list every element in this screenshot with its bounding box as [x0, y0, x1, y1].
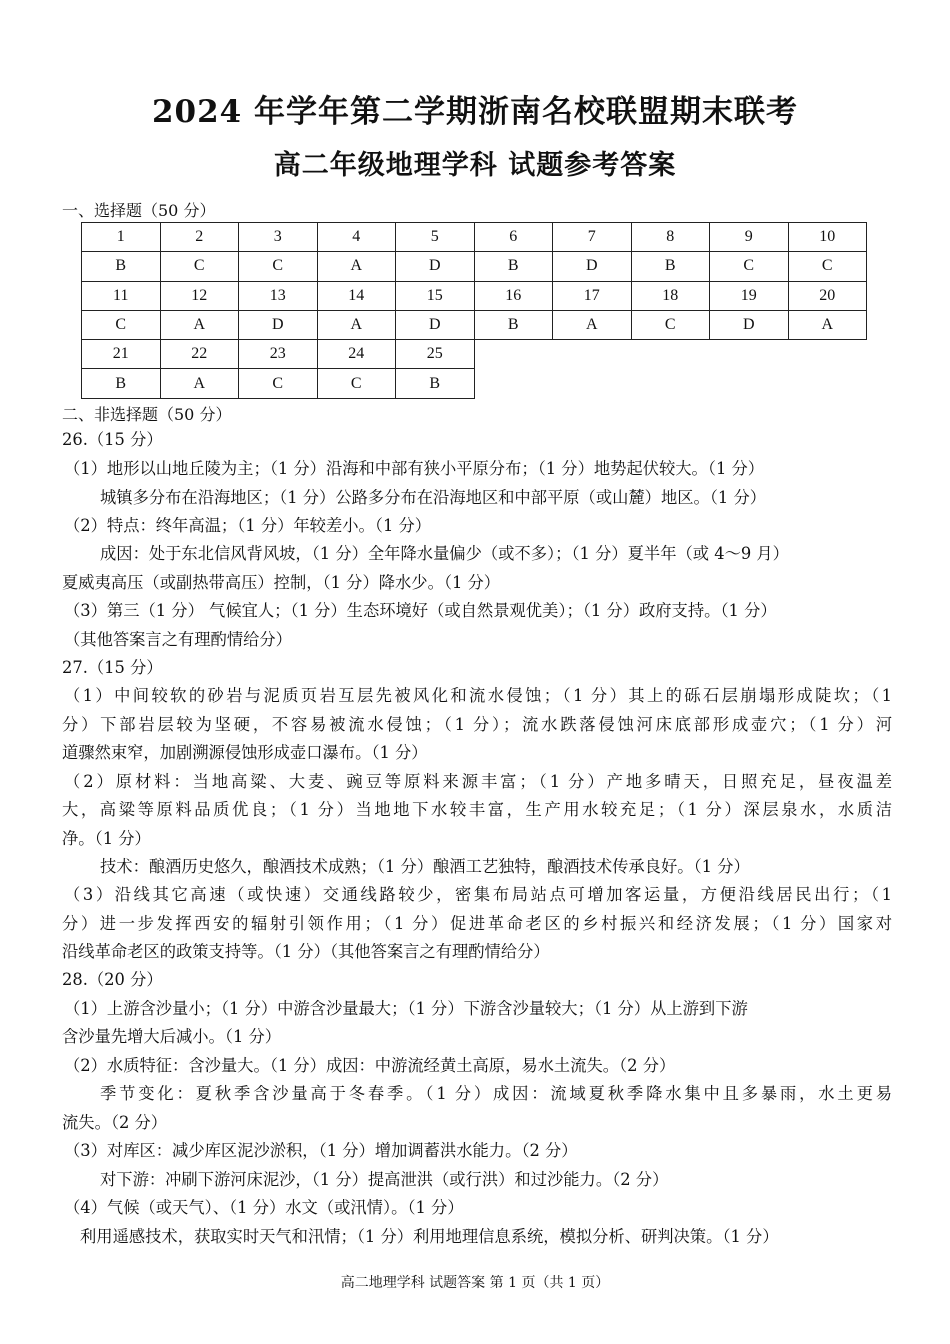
q26-line: （2）特点：终年高温；（1 分）年较差小。（1 分） [64, 516, 432, 535]
question-number-cell: 3 [239, 223, 318, 252]
q27-line: （3）沿线其它高速（或快速）交通线路较少，密集布局站点可增加客运量，方便沿线居民出行；（1 [64, 885, 892, 904]
answer-cell: D [396, 252, 475, 281]
answer-cell: C [82, 310, 161, 339]
q27-line: 净。（1 分） [62, 829, 151, 848]
question-number-cell: 18 [631, 281, 710, 310]
q28-line: 流失。（2 分） [62, 1113, 168, 1132]
q28-line: 利用遥感技术，获取实时天气和汛情；（1 分）利用地理信息系统，模拟分析、研判决策。（1 分） [80, 1227, 779, 1246]
q27-line: 分）下部岩层较为坚硬，不容易被流水侵蚀；（1 分）；流水跌落侵蚀河床底部形成壶穴；（1 分）河 [62, 715, 892, 734]
q27-line: 道骤然束窄，加剧溯源侵蚀形成壶口瀑布。（1 分） [62, 743, 428, 762]
question-number-cell: 21 [82, 340, 161, 369]
q28-line: （3）对库区：减少库区泥沙淤积，（1 分）增加调蓄洪水能力。（2 分） [64, 1141, 578, 1160]
q26-line: （1）地形以山地丘陵为主；（1 分）沿海和中部有狭小平原分布；（1 分）地势起伏较大。（1 分） [64, 459, 765, 478]
q27-line: （1）中间较软的砂岩与泥质页岩互层先被风化和流水侵蚀；（1 分）其上的砾石层崩塌形成陡坎；（1 [64, 686, 892, 705]
question-number-cell: 17 [553, 281, 632, 310]
answer-cell: B [82, 369, 161, 398]
question-number-cell: 16 [474, 281, 553, 310]
answer-cell: A [317, 310, 396, 339]
q27-line: 沿线革命老区的政策支持等。（1 分）（其他答案言之有理酌情给分） [62, 942, 550, 961]
answer-cell: C [788, 252, 867, 281]
answer-cell: B [474, 252, 553, 281]
question-number-cell: 2 [160, 223, 239, 252]
question-number-cell: 23 [239, 340, 318, 369]
answer-cell: D [710, 310, 789, 339]
q28-line: （2）水质特征：含沙量大。（1 分）成因：中游流经黄土高原，易水土流失。（2 分） [64, 1056, 676, 1075]
answer-cell: C [317, 369, 396, 398]
q27-line: （2）原材料：当地高粱、大麦、豌豆等原料来源丰富；（1 分）产地多晴天，日照充足，昼夜温差 [64, 772, 892, 791]
answer-cell: B [396, 369, 475, 398]
answer-cell: B [631, 252, 710, 281]
section2-heading: 二、非选择题（50 分） [62, 405, 232, 424]
answer-cell: A [788, 310, 867, 339]
q27-line: 分）进一步发挥西安的辐射引领作用；（1 分）促进革命老区的乡村振兴和经济发展；（1 分）国家对 [62, 914, 892, 933]
answer-cell: C [239, 369, 318, 398]
answer-cell: A [160, 369, 239, 398]
page-subtitle: 高二年级地理学科 试题参考答案 [273, 150, 677, 181]
question-number-cell: 12 [160, 281, 239, 310]
answer-cell: C [631, 310, 710, 339]
answer-cell: B [82, 252, 161, 281]
section1-heading: 一、选择题（50 分） [62, 201, 216, 220]
q26-line: 成因：处于东北信风背风坡，（1 分）全年降水量偏少（或不多）；（1 分）夏半年（或 4～9 月） [100, 544, 789, 563]
question-number-cell: 5 [396, 223, 475, 252]
page-footer: 高二地理学科 试题答案 第 1 页（共 1 页） [340, 1275, 610, 1291]
question-number-cell: 22 [160, 340, 239, 369]
question-number-cell: 19 [710, 281, 789, 310]
answer-cell: C [710, 252, 789, 281]
question-number-cell: 8 [631, 223, 710, 252]
q26-heading: 26.（15 分） [62, 430, 163, 449]
q27-line: 大，高粱等原料品质优良；（1 分）当地地下水较丰富，生产用水较充足；（1 分）深层泉水，水质洁 [62, 800, 892, 819]
answer-cell: A [553, 310, 632, 339]
answer-cell: A [317, 252, 396, 281]
q28-line: （1）上游含沙量小；（1 分）中游含沙量最大；（1 分）下游含沙量较大；（1 分）从上游到下游 [64, 999, 748, 1018]
question-number-cell: 15 [396, 281, 475, 310]
question-number-cell: 25 [396, 340, 475, 369]
answer-cell: C [239, 252, 318, 281]
question-number-cell: 24 [317, 340, 396, 369]
question-number-cell: 11 [82, 281, 161, 310]
q26-note: （其他答案言之有理酌情给分） [64, 630, 292, 649]
q26-line: 城镇多分布在沿海地区；（1 分）公路多分布在沿海地区和中部平原（或山麓）地区。（1 分） [100, 488, 767, 507]
question-number-cell: 7 [553, 223, 632, 252]
question-number-cell: 6 [474, 223, 553, 252]
answer-cell: D [239, 310, 318, 339]
question-number-cell: 9 [710, 223, 789, 252]
q26-line: 夏威夷高压（或副热带高压）控制，（1 分）降水少。（1 分） [62, 573, 501, 592]
question-number-cell: 13 [239, 281, 318, 310]
answer-cell: C [160, 252, 239, 281]
question-number-cell: 10 [788, 223, 867, 252]
q28-line: 季节变化：夏秋季含沙量高于冬春季。（1 分）成因：流域夏秋季降水集中且多暴雨，水土更易 [100, 1084, 892, 1103]
q28-line: 含沙量先增大后减小。（1 分） [62, 1027, 282, 1046]
q28-line: （4）气候（或天气）、（1 分）水文（或汛情）。（1 分） [64, 1198, 464, 1217]
q26-line: （3）第三（1 分） 气候宜人；（1 分）生态环境好（或自然景观优美）；（1 分）政府支持。（1 分） [64, 601, 777, 620]
question-number-cell: 4 [317, 223, 396, 252]
q28-heading: 28.（20 分） [62, 970, 163, 989]
q27-heading: 27.（15 分） [62, 658, 163, 677]
question-number-cell: 1 [82, 223, 161, 252]
answer-cell: D [396, 310, 475, 339]
q27-line: 技术：酿酒历史悠久，酿酒技术成熟；（1 分）酿酒工艺独特，酿酒技术传承良好。（1 分） [100, 857, 750, 876]
q28-line: 对下游：冲刷下游河床泥沙，（1 分）提高泄洪（或行洪）和过沙能力。（2 分） [100, 1170, 669, 1189]
question-number-cell: 20 [788, 281, 867, 310]
answer-cell: B [474, 310, 553, 339]
page-title: 2024 年学年第二学期浙南名校联盟期末联考 [151, 94, 799, 130]
question-number-cell: 14 [317, 281, 396, 310]
answer-cell: A [160, 310, 239, 339]
answer-cell: D [553, 252, 632, 281]
